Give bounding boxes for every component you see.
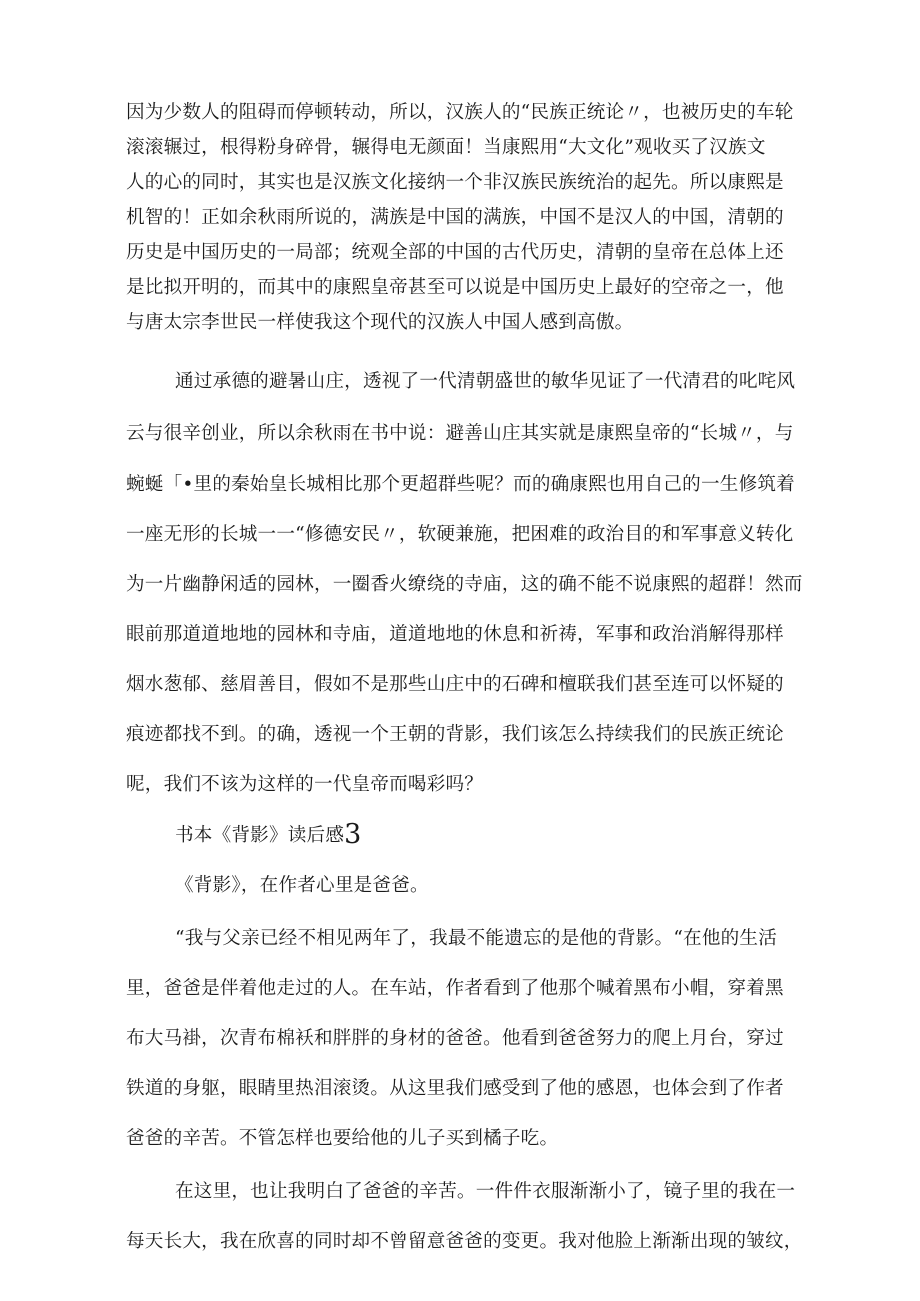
paragraph-line: 历史是中国历史的一局部；统观全部的中国的古代历史，清朝的皇帝在总体上还	[126, 242, 784, 263]
paragraph-line: 为一片幽静闲适的园林，一圈香火缭绕的寺庙，这的确不能不说康熙的超群！然而	[126, 574, 803, 595]
paragraph-line: 是比拟开明的，而其中的康熙皇帝甚至可以说是中国历史上最好的空帝之一，他	[126, 277, 784, 298]
paragraph-line: 人的心的同时，其实也是汉族文化接纳一个非汉族民族统治的起先。所以康熙是	[126, 172, 784, 193]
section-heading	[175, 819, 845, 850]
paragraph-line: 滚滚辗过，根得粉身碎骨，辗得电无颜面！当康熙用“大文化”观收买了汉族文	[126, 137, 766, 158]
paragraph-line: 机智的！正如余秋雨所说的，满族是中国的满族，中国不是汉人的中国，清朝的	[126, 207, 784, 228]
paragraph-line: 每天长大，我在欣喜的同时却不曾留意爸爸的变更。我对他脸上渐渐出现的皱纹，	[126, 1231, 803, 1252]
paragraph-line: 通过承德的避暑山庄，透视了一代清朝盛世的敏华见证了一代清君的叱咤风	[175, 371, 796, 392]
paragraph-line: 里，爸爸是伴着他走过的人。在车站，作者看到了他那个喊着黑布小帽，穿着黑	[126, 978, 784, 999]
paragraph-line: 因为少数人的阻碍而停顿转动，所以，汉族人的“民族正统论〃，也被历史的车轮	[126, 102, 794, 123]
paragraph-line: “我与父亲已经不相见两年了，我最不能遗忘的是他的背影。“在他的生活	[175, 928, 778, 949]
paragraph-line: 爸爸的辛苦。不管怎样也要给他的儿子买到橘子吃。	[126, 1128, 559, 1149]
paragraph-line: 一座无形的长城一一“修德安民〃，软硬兼施，把困难的政治目的和军事意义转化	[126, 524, 794, 545]
paragraph-line: 布大马褂，次青布棉袄和胖胖的身材的爸爸。他看到爸爸努力的爬上月台，穿过	[126, 1028, 784, 1049]
paragraph-line: 与唐太宗李世民一样使我这个现代的汉族人中国人感到高傲。	[126, 312, 634, 333]
paragraph-line: 眼前那道道地地的园林和寺庙，道道地地的休息和祈祷，军事和政治消解得那样	[126, 624, 784, 645]
paragraph-line: 蜿蜒「•里的秦始皇长城相比那个更超群些呢？而的确康熙也用自己的一生修筑着	[126, 474, 795, 495]
paragraph-line: 呢，我们不该为这样的一代皇帝而喝彩吗？	[126, 774, 484, 795]
paragraph-line: 痕迹都找不到。的确，透视一个王朝的背影，我们该怎么持续我们的民族正统论	[126, 724, 784, 745]
heading-number: 3	[344, 819, 362, 850]
paragraph-line: 《背影》，在作者心里是爸爸。	[175, 875, 429, 896]
paragraph-line: 在这里，也让我明白了爸爸的辛苦。一件件衣服渐渐小了，镜子里的我在一	[175, 1181, 796, 1202]
heading-text: 书本《背影》读后感	[175, 825, 345, 846]
paragraph-line: 云与很辛创业，所以余秋雨在书中说：避善山庄其实就是康熙皇帝的“长城〃，与	[126, 423, 794, 444]
paragraph-line: 铁道的身躯，眼睛里热泪滚烫。从这里我们感受到了他的感恩，也体会到了作者	[126, 1078, 784, 1099]
paragraph-line: 烟水葱郁、慈眉善目，假如不是那些山庄中的石碑和檀联我们甚至连可以怀疑的	[126, 674, 784, 695]
